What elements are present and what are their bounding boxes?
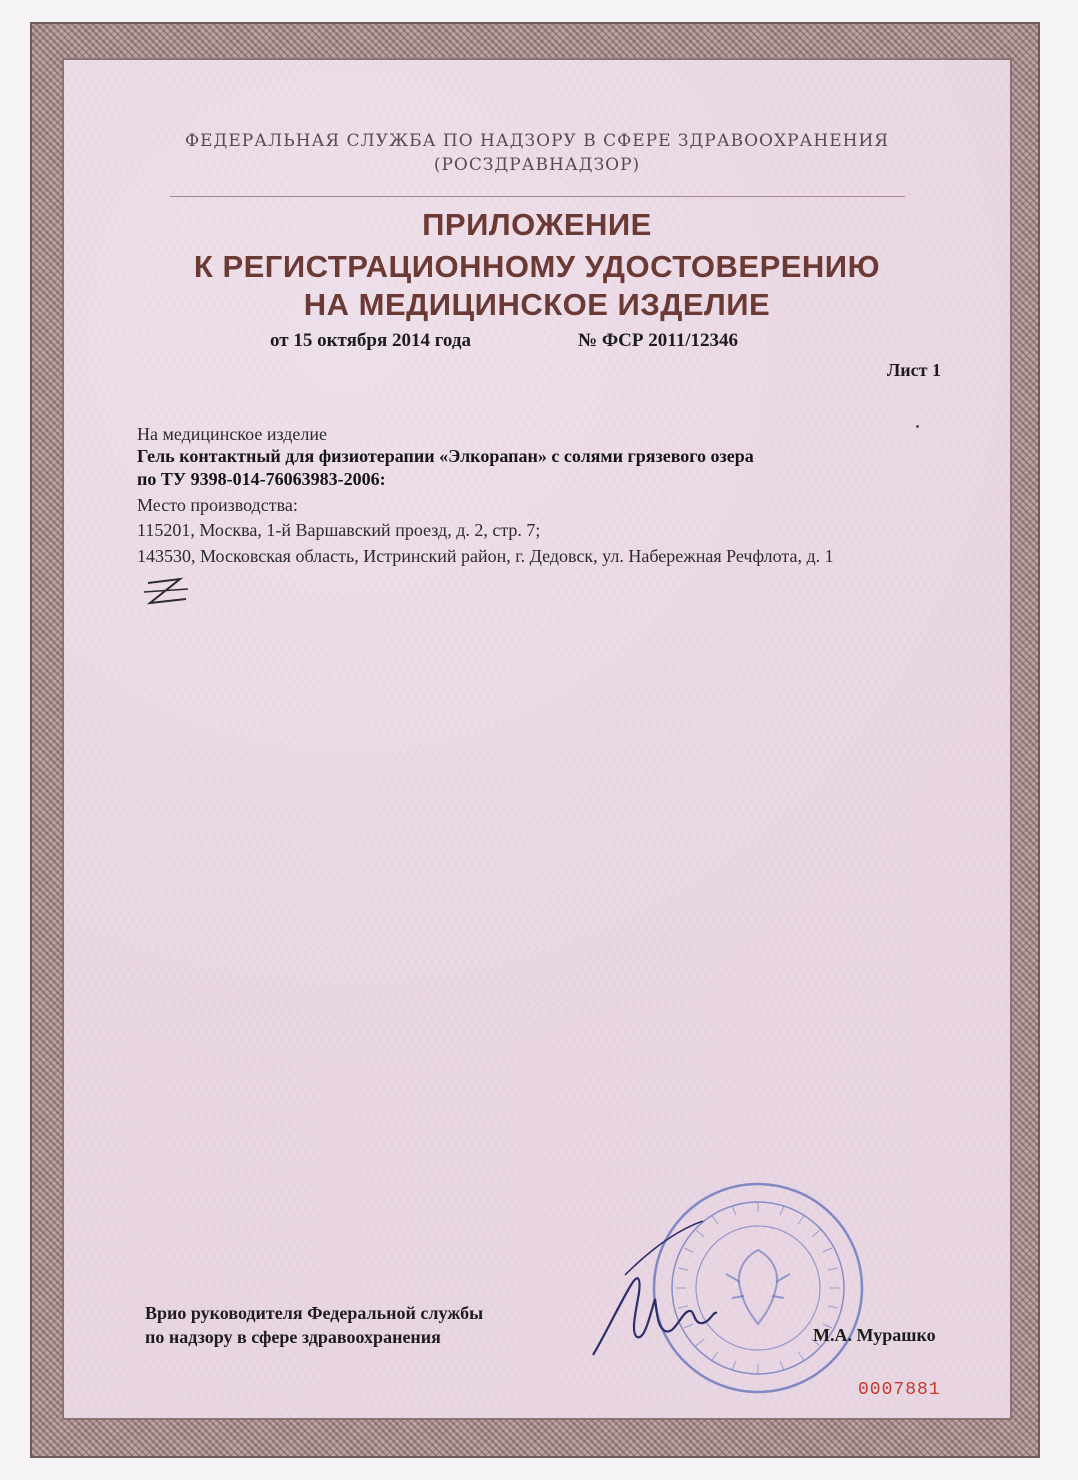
issue-date: от 15 октября 2014 года [270, 330, 471, 351]
device-intro: На медицинское изделие [137, 424, 328, 444]
stray-mark [916, 425, 919, 428]
agency-abbreviation: (РОСЗДРАВНАДЗОР) [433, 155, 641, 175]
device-spec: по ТУ 9398-014-76063983-2006: [137, 469, 386, 489]
document-title-line-3: НА МЕДИЦИНСКОЕ ИЗДЕЛИЕ [303, 287, 771, 322]
agency-name: ФЕДЕРАЛЬНАЯ СЛУЖБА ПО НАДЗОРУ В СФЕРЕ ЗДРАВООХРАНЕНИЯ [184, 131, 890, 151]
form-serial-number: 0007881 [858, 1380, 941, 1400]
handwritten-signature [585, 1215, 725, 1375]
production-address-1: 115201, Москва, 1-й Варшавский проезд, д. 2, стр. 7; [137, 520, 541, 540]
header-divider [170, 196, 905, 197]
sheet-number: Лист 1 [886, 360, 941, 380]
signatory-name: М.А. Мурашко [813, 1325, 936, 1345]
z-closing-mark [142, 575, 192, 609]
production-address-2: 143530, Московская область, Истринский район, г. Дедовск, ул. Набережная Речфлота, д. 1 [137, 546, 834, 566]
registration-number: № ФСР 2011/12346 [578, 330, 738, 351]
device-name: Гель контактный для физиотерапии «Элкорапан» с солями грязевого озера [137, 446, 754, 466]
production-site-label: Место производства: [137, 495, 298, 515]
document-title-line-1: ПРИЛОЖЕНИЕ [422, 207, 652, 242]
signatory-position-line-2: по надзору в сфере здравоохранения [145, 1327, 441, 1347]
document-title-line-2: К РЕГИСТРАЦИОННОМУ УДОСТОВЕРЕНИЮ [193, 249, 881, 284]
signatory-position-line-1: Врио руководителя Федеральной службы [145, 1303, 484, 1323]
